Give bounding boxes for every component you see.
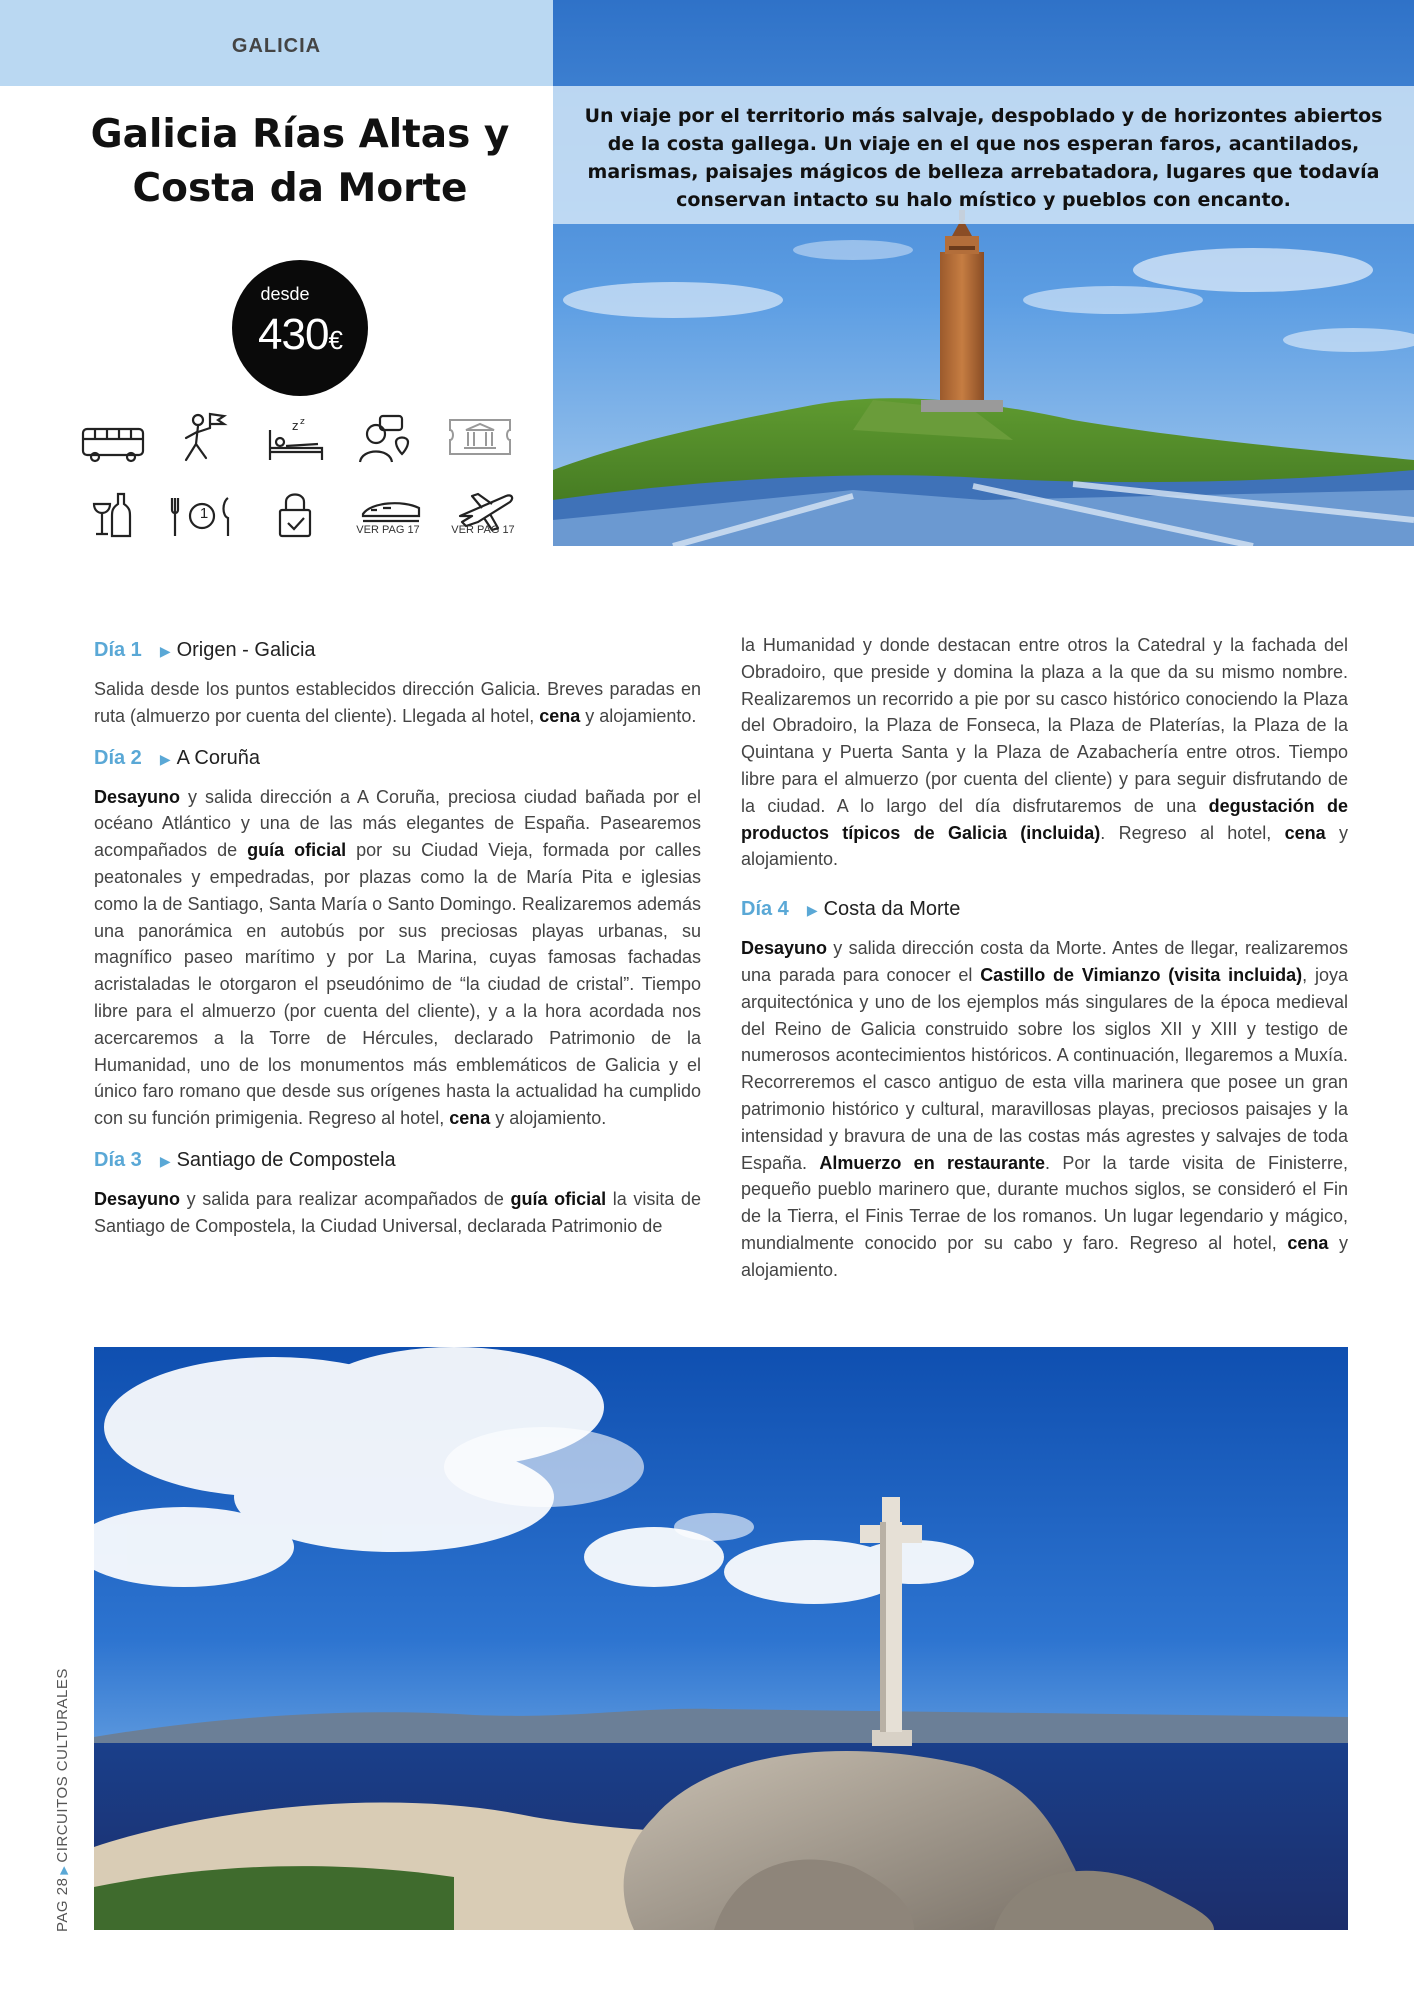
page-title <box>60 108 540 216</box>
arrow-icon: ▶ <box>58 1865 70 1875</box>
text-segment: . Regreso al hotel, <box>1100 822 1285 843</box>
meal-count: 1 <box>199 505 209 522</box>
plane-icon-label: VER PAG 17 <box>451 524 515 536</box>
text-segment: , joya arquitectónica y uno de los ejemplos más singulares de la época medieval del Reino de Galicia construido sobre los siglos XII y XIII y testigo de numerosos acontecimientos históricos. A continuación, llegaremos a Muxía. Recorreremos el casco antiguo de esta villa marinera que posee un gran patrimonio histórico y cultural, maravillosas playas, preciosos paisajes y la intensidad y bravura de una de las costas más agrestes y salvajes de toda España. <box>741 964 1348 1173</box>
arrow-icon: ▶ <box>159 1152 171 1169</box>
page-number: PAG 28 <box>54 1877 71 1932</box>
text-segment: . Por la tarde visita de Finisterre, pequeño pueblo marinero que, durante muchos siglos, se consideró el Fin de la Tierra, el Finis Terrae de los romanos. Un lugar legendario y mágico, mundialmente conocido por su cabo y faro. Regreso al hotel, <box>741 1152 1348 1253</box>
plane-icon <box>452 486 522 546</box>
day-3-text <box>94 1186 701 1240</box>
day-2-name: A Coruña <box>176 746 260 769</box>
insurance-lock-icon <box>262 490 332 550</box>
train-icon <box>357 488 427 548</box>
text-segment: y salida dirección a A Coruña, preciosa ciudad bañada por el océano Atlántico y una de las más elegantes de España. Pasearemos acompañados de <box>94 786 701 861</box>
day-3-text-continued <box>741 632 1348 873</box>
bold-text: cena <box>539 705 581 726</box>
day-4-heading <box>741 895 1348 923</box>
bold-text: Desayuno <box>741 938 828 959</box>
bold-text: cena <box>1287 1232 1329 1253</box>
tour-guide-icon <box>170 410 240 470</box>
price-currency: € <box>328 325 342 355</box>
bottom-photo-finisterre-cross <box>94 1347 1348 1930</box>
day-1-name: Origen - Galicia <box>176 639 316 661</box>
itinerary-left-column <box>94 636 701 1254</box>
page-footer-label <box>54 1668 71 1932</box>
bold-text: cena <box>449 1108 491 1129</box>
hero-photo-tower-of-hercules <box>553 0 1414 546</box>
day-2-heading <box>94 744 701 772</box>
ticket-monument-icon <box>446 410 516 470</box>
day-4-name: Costa da Morte <box>823 898 961 921</box>
meal-icon <box>168 492 238 552</box>
train-icon-label: VER PAG 17 <box>356 524 420 536</box>
bold-text: Desayuno <box>94 786 181 807</box>
wine-icon <box>80 490 150 550</box>
bus-icon <box>79 413 149 473</box>
region-label: GALICIA <box>231 35 322 57</box>
day-4-text <box>741 935 1348 1283</box>
bold-text: guía oficial <box>510 1188 607 1209</box>
day-1-text <box>94 676 701 730</box>
day-3-number: Día 3 <box>94 1148 142 1171</box>
text-segment: y alojamiento. <box>580 705 697 726</box>
hero-caption: Un viaje por el territorio más salvaje, despoblado y de horizontes abiertos de la costa gallega. Un viaje en el que nos esperan faros, acantilados, marismas, paisajes mágicos de belleza arrebatadora, lugares que todavía conservan intacto su halo místico y pueblos con encanto. <box>584 105 1383 211</box>
text-segment: por su Ciudad Vieja, formada por calles peatonales y empedradas, por plazas como la de María Pita e iglesias como la de Santiago, Santa María o Santo Domingo. Realizaremos además una panorámica en autobús por sus preciosas playas urbanas, su magnífico paseo marítimo y por La Marina, cuyas famosas fachadas acristaladas le otorgaron el pseudónimo de “la ciudad de cristal”. Tiempo libre para el almuerzo (por cuenta del cliente), y a la hora acordada nos acercaremos a la Torre de Hércules, declarado Patrimonio de la Humanidad, uno de los monumentos más emblemáticos de Galicia y el único faro romano que desde sus orígenes hasta la actualidad ha cumplido con su función primigenia. Regreso al hotel, <box>94 840 701 1129</box>
bold-text: Desayuno <box>94 1188 181 1209</box>
price-prefix: desde <box>260 284 310 304</box>
bold-text: degustación de productos típicos de Galicia (incluida) <box>741 795 1348 843</box>
day-1-heading <box>94 636 701 664</box>
text-segment: y alojamiento. <box>490 1108 607 1129</box>
local-guide-icon <box>352 412 422 472</box>
section-name: CIRCUITOS CULTURALES <box>54 1668 71 1863</box>
arrow-icon: ▶ <box>159 643 171 659</box>
text-segment: y alojamiento. <box>741 1232 1348 1280</box>
day-1-number: Día 1 <box>94 639 142 661</box>
hotel-bed-icon <box>262 414 332 474</box>
title-line-2: Costa da Morte <box>132 166 468 211</box>
day-2-number: Día 2 <box>94 746 142 769</box>
bold-text: cena <box>1284 822 1326 843</box>
text-segment: Salida desde los puntos establecidos dirección Galicia. Breves paradas en ruta (almuerzo por cuenta del cliente). Llegada al hotel, <box>94 679 701 726</box>
itinerary-right-column <box>741 632 1348 1298</box>
arrow-icon: ▶ <box>806 902 818 919</box>
svg-text:z: z <box>292 419 299 433</box>
price-amount <box>232 310 368 360</box>
title-line-1: Galicia Rías Altas y <box>90 112 510 157</box>
text-segment: y salida para realizar acompañados de <box>180 1188 511 1209</box>
text-segment: la visita de Santiago de Compostela, la Ciudad Universal, declarada Patrimonio de <box>94 1188 701 1236</box>
price-badge <box>232 260 368 396</box>
price-value: 430 <box>258 310 329 359</box>
day-3-name: Santiago de Compostela <box>176 1148 396 1171</box>
bold-text: Almuerzo en restaurante <box>819 1152 1046 1173</box>
bold-text: guía oficial <box>247 840 347 861</box>
text-segment: y salida dirección costa da Morte. Antes de llegar, realizaremos una parada para conocer el <box>741 938 1348 985</box>
text-segment: y alojamiento. <box>741 822 1348 870</box>
day-2-text <box>94 784 701 1132</box>
day-4-number: Día 4 <box>741 898 789 921</box>
arrow-icon: ▶ <box>159 750 171 767</box>
day-3-heading <box>94 1146 701 1174</box>
bold-text: Castillo de Vimianzo (visita incluida) <box>980 964 1303 985</box>
svg-text:z: z <box>300 417 305 427</box>
text-segment: la Humanidad y donde destacan entre otros la Catedral y la fachada del Obradoiro, que preside y domina la plaza a la que da su mismo nombre. Realizaremos un recorrido a pie por su casco histórico conociendo la Plaza del Obradoiro, la Plaza de Fonseca, la Plaza de Platerías, la Plaza de la Quintana y Puerta Santa y la Plaza de Azabachería entre otros. Tiempo libre para el almuerzo (por cuenta del cliente) y para seguir disfrutando de la ciudad. A lo largo del día disfrutaremos de una <box>741 635 1348 816</box>
